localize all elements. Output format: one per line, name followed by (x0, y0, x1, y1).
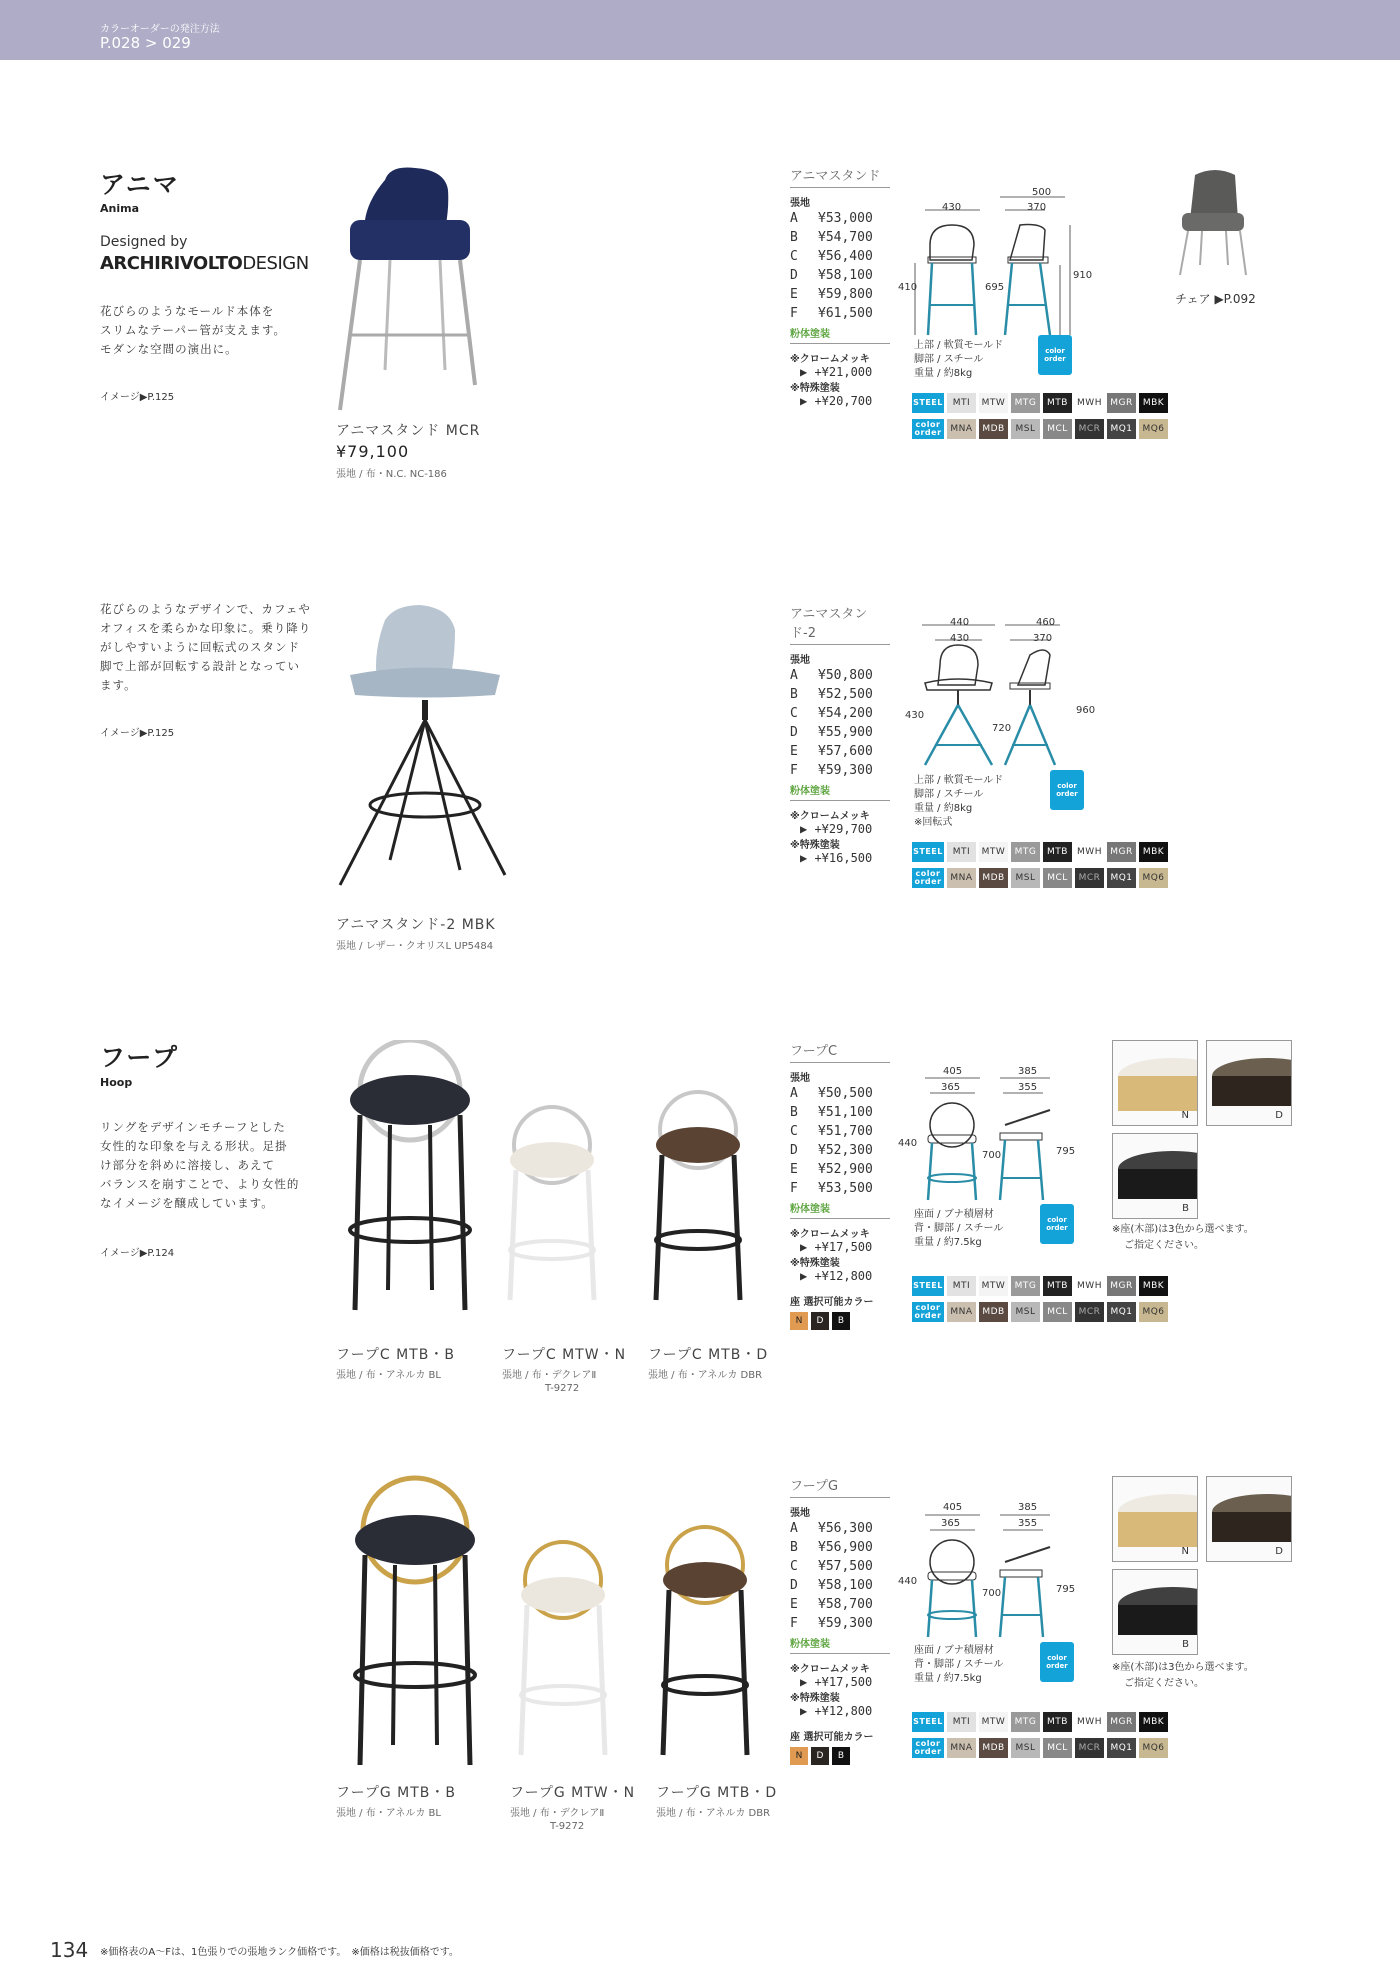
hoop-g-dim-405: 405 (943, 1502, 963, 1513)
swatch-mtw[interactable]: MTW (979, 393, 1008, 413)
swatch-mbk[interactable]: MBK (1139, 1276, 1168, 1296)
swatch-mq6[interactable]: MQ6 (1139, 1738, 1168, 1758)
anima2-dim-720: 720 (992, 723, 1012, 734)
hoop-c-dim-355: 355 (1018, 1082, 1038, 1093)
swatch-mbk[interactable]: MBK (1139, 1712, 1168, 1732)
anima-dim-height: 910 (1073, 270, 1093, 281)
anima-spec: 上部 / 軟質モールド 脚部 / スチール 重量 / 約8kg (914, 340, 1004, 379)
hoop-title-en: Hoop (100, 1076, 133, 1089)
page-number: 134 (50, 1938, 89, 1962)
swatch-mwh[interactable]: MWH (1075, 842, 1104, 862)
swatch-mtw[interactable]: MTW (979, 1276, 1008, 1296)
anima-desc: 花びらのようなモールド本体を スリムなテーパー管が支えます。 モダンな空間の演出に。 (100, 304, 287, 356)
hoop-g-caption-3-sub: 張地 / 布・アネルカ DBR (656, 1808, 771, 1819)
anima2-swatches (912, 842, 1168, 888)
swatch-mgr[interactable]: MGR (1107, 1712, 1136, 1732)
hoop-g-dimension-diagram (900, 1497, 1100, 1657)
swatch-mq6[interactable]: MQ6 (1139, 1302, 1168, 1322)
swatch-mna[interactable]: MNA (947, 1302, 976, 1322)
hoop-g-caption-2: フープG MTW・N (510, 1785, 636, 1801)
anima2-dim-370: 370 (1033, 633, 1053, 644)
swatch-mq6[interactable]: MQ6 (1139, 868, 1168, 888)
designer-logo: ARCHIRIVOLTODESIGN (100, 253, 309, 274)
swatch-msl[interactable]: MSL (1011, 1738, 1040, 1758)
swatch-mbk[interactable]: MBK (1139, 842, 1168, 862)
anima-chair-photo (1170, 165, 1260, 285)
header-pages: P.028 > 029 (100, 34, 191, 52)
hoop-c-caption-3: フープC MTB・D (648, 1347, 769, 1363)
header-category: カラーオーダーの発注方法 (100, 24, 220, 35)
seat-sample-n: N (1112, 1476, 1198, 1562)
swatch-mq1[interactable]: MQ1 (1107, 1302, 1136, 1322)
steel-label: STEEL (912, 393, 944, 413)
hoop-desc: リングをデザインモチーフとした 女性的な印象を与える形状。足掛 け部分を斜めに溶接し、あえて バランスを崩すことで、より女性的 なイメージを醸成しています。 (100, 1120, 300, 1210)
swatch-mcl[interactable]: MCL (1043, 419, 1072, 439)
steel-label: STEEL (912, 842, 944, 862)
swatch-mtg[interactable]: MTG (1011, 1712, 1040, 1732)
swatch-mna[interactable]: MNA (947, 868, 976, 888)
hoop-g-swatches (912, 1712, 1168, 1758)
hoop-g-caption-2-sub2: T-9272 (550, 1821, 585, 1832)
seat-sample-d: D (1206, 1040, 1292, 1126)
swatch-msl[interactable]: MSL (1011, 1302, 1040, 1322)
anima-image-ref: イメージ▶P.125 (100, 392, 175, 403)
color-order-badge: color order (1040, 1204, 1074, 1244)
hoop-c-note: ※座(木部)は3色から選べます。 ご指定ください。 (1112, 1224, 1254, 1251)
swatch-mna[interactable]: MNA (947, 1738, 976, 1758)
hoop-g-photos (335, 1475, 795, 1775)
hoop-c-spec: 座面 / ブナ積層材 背・脚部 / スチール 重量 / 約7.5kg (914, 1209, 1004, 1248)
anima2-dim-seat: 430 (905, 710, 925, 721)
hoop-g-caption-1: フープG MTB・B (336, 1785, 457, 1801)
anima2-photo (330, 600, 520, 890)
hoop-g-dim-365: 365 (941, 1518, 961, 1529)
swatch-mdb[interactable]: MDB (979, 868, 1008, 888)
hoop-g-note: ※座(木部)は3色から選べます。 ご指定ください。 (1112, 1662, 1254, 1689)
anima-title-en: Anima (100, 202, 139, 215)
swatch-mbk[interactable]: MBK (1139, 393, 1168, 413)
anima2-dim-460: 460 (1036, 617, 1056, 628)
color-order-badge: color order (1050, 770, 1084, 810)
hoop-g-caption-1-sub: 張地 / 布・アネルカ BL (336, 1808, 441, 1819)
hoop-c-swatches (912, 1276, 1168, 1322)
swatch-mgr[interactable]: MGR (1107, 393, 1136, 413)
swatch-mna[interactable]: MNA (947, 419, 976, 439)
swatch-mtb[interactable]: MTB (1043, 842, 1072, 862)
anima-caption-sub: 張地 / 布・N.C. NC-186 (336, 469, 447, 480)
seat-color-b[interactable]: B (832, 1312, 850, 1330)
anima2-dim-430: 430 (950, 633, 970, 644)
hoop-g-dim-440: 440 (898, 1576, 918, 1587)
anima-related-link[interactable]: チェア ▶P.092 (1175, 292, 1256, 306)
color-order-label: color order (912, 1302, 944, 1322)
hoop-c-caption-1-sub: 張地 / 布・アネルカ BL (336, 1370, 441, 1381)
anima-dim-695: 695 (985, 282, 1005, 293)
hoop-c-caption-2-sub: 張地 / 布・デクレアⅡ (502, 1370, 597, 1381)
swatch-mtw[interactable]: MTW (979, 1712, 1008, 1732)
seat-color-d[interactable]: D (811, 1312, 829, 1330)
swatch-mwh[interactable]: MWH (1075, 1276, 1104, 1296)
swatch-mq1[interactable]: MQ1 (1107, 419, 1136, 439)
hoop-c-dim-795: 795 (1056, 1146, 1076, 1157)
hoop-c-dim-440: 440 (898, 1138, 918, 1149)
anima-dim-seat-height: 410 (898, 282, 918, 293)
seat-sample-d: D (1206, 1476, 1292, 1562)
hoop-c-dim-700: 700 (982, 1150, 1002, 1161)
swatch-mcr[interactable]: MCR (1075, 1302, 1104, 1322)
seat-color-b[interactable]: B (832, 1747, 850, 1765)
anima-stand-photo (330, 160, 500, 420)
steel-label: STEEL (912, 1712, 944, 1732)
anima-dim-depth: 500 (1032, 187, 1052, 198)
hoop-c-caption-3-sub: 張地 / 布・アネルカ DBR (648, 1370, 763, 1381)
swatch-mq1[interactable]: MQ1 (1107, 1738, 1136, 1758)
hoop-c-caption-2: フープC MTW・N (502, 1347, 627, 1363)
swatch-msl[interactable]: MSL (1011, 868, 1040, 888)
anima2-desc: 花びらのようなデザインで、カフェや オフィスを柔らかな印象に。乗り降り がしやすいように回転式のスタンド 脚で上部が回転する設計となってい ます。 (100, 602, 312, 692)
swatch-mtg[interactable]: MTG (1011, 842, 1040, 862)
hoop-g-dim-355: 355 (1018, 1518, 1038, 1529)
seat-sample-n: N (1112, 1040, 1198, 1126)
seat-color-d[interactable]: D (811, 1747, 829, 1765)
hoop-g-dim-795: 795 (1056, 1584, 1076, 1595)
swatch-mti[interactable]: MTI (947, 393, 976, 413)
swatch-mwh[interactable]: MWH (1075, 1712, 1104, 1732)
swatch-msl[interactable]: MSL (1011, 419, 1040, 439)
anima-price-table: アニマスタンド 張地 A ¥53,000 B ¥54,700 C ¥56,400 D ¥58,100 E ¥59,800 F ¥61,500 粉体塗装 ※クロームメッキ ▶ +¥21,000 ※特殊塗装 ▶ +¥20,700 (790, 165, 890, 408)
hoop-g-dim-700: 700 (982, 1588, 1002, 1599)
hoop-image-ref: イメージ▶P.124 (100, 1248, 175, 1259)
swatch-mti[interactable]: MTI (947, 842, 976, 862)
header-bar (0, 0, 1400, 60)
anima-caption-price: ¥79,100 (336, 442, 410, 461)
anima2-image-ref: イメージ▶P.125 (100, 728, 175, 739)
swatch-mtb[interactable]: MTB (1043, 1712, 1072, 1732)
hoop-c-price-table: フープC 張地 A ¥50,500 B ¥51,100 C ¥51,700 D ¥52,300 E ¥52,900 F ¥53,500 粉体塗装 ※クロームメッキ ▶ +¥17,500 ※特殊塗装 ▶ +¥12,800 座 選択可能カラー N D B (790, 1040, 890, 1330)
swatch-mtb[interactable]: MTB (1043, 1276, 1072, 1296)
hoop-c-dim-405: 405 (943, 1066, 963, 1077)
swatch-mcr[interactable]: MCR (1075, 1738, 1104, 1758)
hoop-c-dimension-diagram (900, 1060, 1100, 1220)
swatch-mq6[interactable]: MQ6 (1139, 419, 1168, 439)
swatch-mdb[interactable]: MDB (979, 1302, 1008, 1322)
swatch-mwh[interactable]: MWH (1075, 393, 1104, 413)
color-order-badge: color order (1040, 1642, 1074, 1682)
seat-sample-b: B (1112, 1569, 1198, 1655)
swatch-mdb[interactable]: MDB (979, 419, 1008, 439)
hoop-g-price-table: フープG 張地 A ¥56,300 B ¥56,900 C ¥57,500 D ¥58,100 E ¥58,700 F ¥59,300 粉体塗装 ※クロームメッキ ▶ +¥17,500 ※特殊塗装 ▶ +¥12,800 座 選択可能カラー N D B (790, 1475, 890, 1765)
anima-swatches (912, 393, 1168, 439)
swatch-mtg[interactable]: MTG (1011, 393, 1040, 413)
swatch-mcl[interactable]: MCL (1043, 1738, 1072, 1758)
anima2-spec: 上部 / 軟質モールド 脚部 / スチール 重量 / 約8kg ※回転式 (914, 775, 1004, 828)
hoop-c-dim-385: 385 (1018, 1066, 1038, 1077)
anima2-price-table: アニマスタンド-2 張地 A ¥50,800 B ¥52,500 C ¥54,200 D ¥55,900 E ¥57,600 F ¥59,300 粉体塗装 ※クロームメッキ ▶ +¥29,700 ※特殊塗装 ▶ +¥16,500 (790, 603, 890, 865)
hoop-title: フープ (100, 1043, 180, 1072)
steel-label: STEEL (912, 1276, 944, 1296)
hoop-g-caption-3: フープG MTB・D (656, 1785, 778, 1801)
seat-color-n[interactable]: N (790, 1312, 808, 1330)
swatch-mti[interactable]: MTI (947, 1712, 976, 1732)
swatch-mtw[interactable]: MTW (979, 842, 1008, 862)
anima-dimension-diagram (900, 185, 1100, 345)
anima2-dimension-diagram (900, 615, 1100, 780)
hoop-g-dim-385: 385 (1018, 1502, 1038, 1513)
anima2-dim-height: 960 (1076, 705, 1096, 716)
anima2-caption-name: アニマスタンド-2 MBK (336, 917, 496, 933)
anima-dim-seat-depth: 370 (1027, 202, 1047, 213)
anima2-caption-sub: 張地 / レザー・クオリスL UP5484 (336, 941, 494, 952)
swatch-mgr[interactable]: MGR (1107, 842, 1136, 862)
footer-note: ※価格表のA〜Fは、1色張りでの張地ランク価格です。 ※価格は税抜価格です。 (100, 1947, 459, 1958)
color-order-badge: color order (1038, 335, 1072, 375)
swatch-mdb[interactable]: MDB (979, 1738, 1008, 1758)
color-order-label: color order (912, 419, 944, 439)
swatch-mtg[interactable]: MTG (1011, 1276, 1040, 1296)
seat-color-n[interactable]: N (790, 1747, 808, 1765)
swatch-mtb[interactable]: MTB (1043, 393, 1072, 413)
color-order-label: color order (912, 868, 944, 888)
anima2-dim-440: 440 (950, 617, 970, 628)
hoop-c-dim-365: 365 (941, 1082, 961, 1093)
swatch-mti[interactable]: MTI (947, 1276, 976, 1296)
swatch-mcr[interactable]: MCR (1075, 868, 1104, 888)
swatch-mgr[interactable]: MGR (1107, 1276, 1136, 1296)
seat-sample-b: B (1112, 1133, 1198, 1219)
anima-title: アニマ (100, 170, 180, 199)
hoop-g-caption-2-sub: 張地 / 布・デクレアⅡ (510, 1808, 605, 1819)
color-order-label: color order (912, 1738, 944, 1758)
swatch-mcl[interactable]: MCL (1043, 868, 1072, 888)
hoop-c-caption-2-sub2: T-9272 (545, 1383, 580, 1394)
anima-dim-width: 430 (942, 202, 962, 213)
swatch-mq1[interactable]: MQ1 (1107, 868, 1136, 888)
swatch-mcl[interactable]: MCL (1043, 1302, 1072, 1322)
hoop-g-spec: 座面 / ブナ積層材 背・脚部 / スチール 重量 / 約7.5kg (914, 1645, 1004, 1684)
anima-caption-name: アニマスタンド MCR (336, 423, 481, 439)
hoop-c-caption-1: フープC MTB・B (336, 1347, 455, 1363)
swatch-mcr[interactable]: MCR (1075, 419, 1104, 439)
hoop-c-photos (330, 1040, 790, 1320)
designed-by: Designed by (100, 234, 188, 250)
